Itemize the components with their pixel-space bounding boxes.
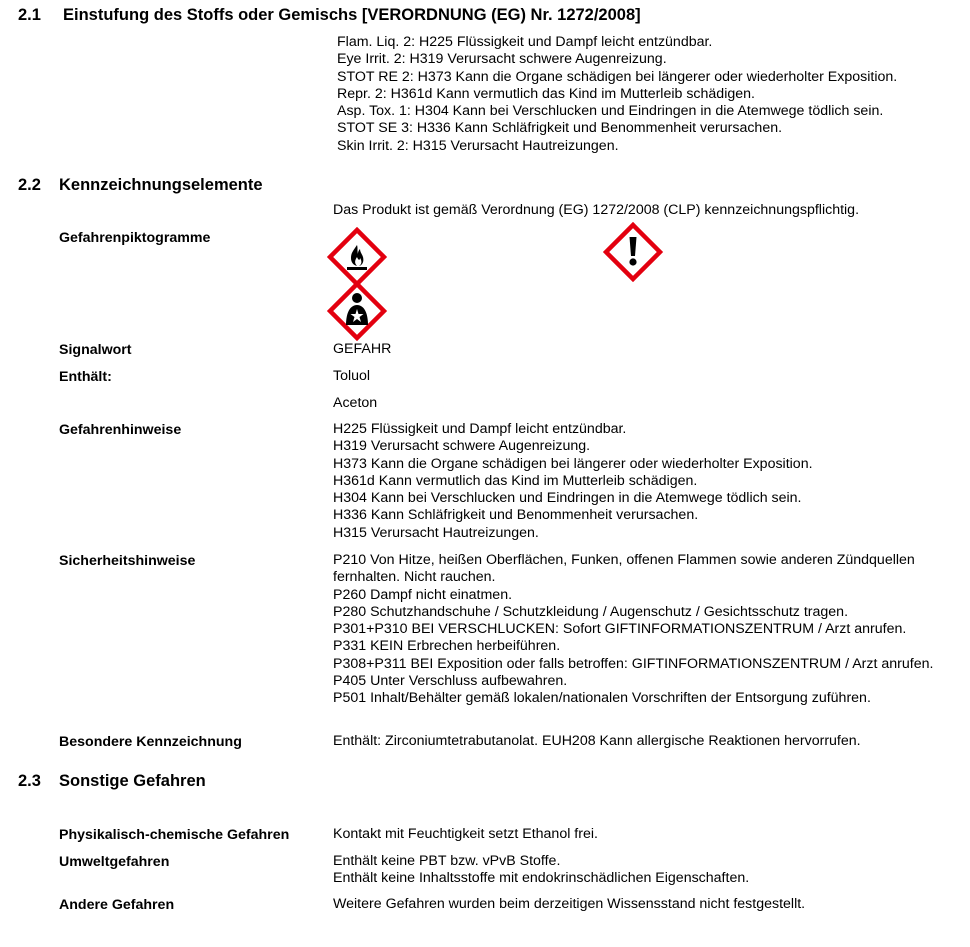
labelling-intro [333, 202, 859, 219]
hazard-statement: H225 Flüssigkeit und Dampf leicht entzündbar. [333, 421, 627, 437]
section-number-2-2: 2.2 [18, 176, 41, 194]
contains-text: Aceton [333, 395, 378, 411]
classification-line: STOT SE 3: H336 Kann Schläfrigkeit und Benommenheit verursachen. [337, 120, 783, 137]
pictograms-label: Gefahrenpiktogramme [59, 230, 211, 246]
physical-chemical-hazards-value [333, 826, 598, 843]
precautionary-statements-list [333, 552, 953, 708]
precautionary-statement: P280 Schutzhandschuhe / Schutzkleidung / Augenschutz / Gesichtsschutz tragen. [333, 603, 849, 620]
section-number-2-1: 2.1 [18, 6, 41, 24]
environmental-hazard-line: Enthält keine PBT bzw. vPvB Stoffe. [333, 853, 561, 869]
other-hazards-label: Andere Gefahren [59, 897, 175, 913]
other-hazards-text: Weitere Gefahren wurden beim derzeitigen Wissensstand nicht festgestellt. [333, 896, 806, 912]
classification-line: STOT RE 2: H373 Kann die Organe schädigen bei längerer oder wiederholter Exposition. [337, 68, 898, 85]
signal-word-text: GEFAHR [333, 341, 392, 357]
precautionary-statement: P405 Unter Verschluss aufbewahren. [333, 673, 568, 690]
precautionary-statement: P301+P310 BEI VERSCHLUCKEN: Sofort GIFTINFORMATIONSZENTRUM / Arzt anrufen. [333, 621, 907, 638]
section-title-2-2: Kennzeichnungselemente [59, 176, 263, 194]
other-hazards-value [333, 896, 805, 913]
classification-line: Eye Irrit. 2: H319 Verursacht schwere Augenreizung. [337, 51, 667, 68]
precautionary-statement: P501 Inhalt/Behälter gemäß lokalen/nationalen Vorschriften der Entsorgung zuführen. [333, 690, 871, 707]
contains-text: Toluol [333, 368, 371, 384]
exclamation-pictogram-icon [603, 222, 663, 282]
hazard-statements-list [333, 421, 813, 542]
section-title-2-3: Sonstige Gefahren [59, 772, 206, 790]
hazard-statement: H336 Kann Schläfrigkeit und Benommenheit verursachen. [333, 507, 699, 524]
contains-value-2 [333, 395, 377, 412]
section-title-2-1: Einstufung des Stoffs oder Gemischs [VERORDNUNG (EG) Nr. 1272/2008] [63, 6, 641, 24]
classification-list [337, 34, 897, 155]
classification-line: Asp. Tox. 1: H304 Kann bei Verschlucken und Eindringen in die Atemwege tödlich sein. [337, 103, 884, 120]
special-labelling-text: Enthält: Zirconiumtetrabutanolat. EUH208 Kann allergische Reaktionen hervorrufen. [333, 733, 861, 749]
physical-chemical-hazards-text: Kontakt mit Feuchtigkeit setzt Ethanol frei. [333, 826, 598, 842]
precautionary-statements-label: Sicherheitshinweise [59, 553, 196, 569]
environmental-hazards-label: Umweltgefahren [59, 854, 170, 870]
signal-word-label: Signalwort [59, 342, 132, 358]
precautionary-statement: P210 Von Hitze, heißen Oberflächen, Funken, offenen Flammen sowie anderen Zündquellen fernhalten. Nicht rauchen. [333, 552, 915, 586]
classification-line: Flam. Liq. 2: H225 Flüssigkeit und Dampf leicht entzündbar. [337, 34, 713, 50]
precautionary-statement: P308+P311 BEI Exposition oder falls betroffen: GIFTINFORMATIONSZENTRUM / Arzt anrufen. [333, 655, 934, 672]
hazard-statement: H373 Kann die Organe schädigen bei längerer oder wiederholter Exposition. [333, 455, 813, 472]
hazard-statements-label: Gefahrenhinweise [59, 422, 182, 438]
flame-pictogram-icon [327, 227, 387, 287]
hazard-statement: H315 Verursacht Hautreizungen. [333, 524, 539, 541]
hazard-statement: H319 Verursacht schwere Augenreizung. [333, 438, 591, 455]
special-labelling-label: Besondere Kennzeichnung [59, 734, 242, 750]
hazard-statement: H304 Kann bei Verschlucken und Eindringen in die Atemwege tödlich sein. [333, 490, 802, 507]
health-hazard-pictogram-icon [327, 281, 387, 341]
physical-chemical-hazards-label: Physikalisch-chemische Gefahren [59, 827, 290, 843]
environmental-hazards-list [333, 853, 749, 888]
classification-line: Skin Irrit. 2: H315 Verursacht Hautreizungen. [337, 137, 619, 154]
classification-line: Repr. 2: H361d Kann vermutlich das Kind im Mutterleib schädigen. [337, 85, 755, 102]
contains-value-1 [333, 368, 370, 385]
special-labelling-value [333, 733, 861, 750]
labelling-intro-text: Das Produkt ist gemäß Verordnung (EG) 1272/2008 (CLP) kennzeichnungspflichtig. [333, 202, 860, 218]
precautionary-statement: P260 Dampf nicht einatmen. [333, 586, 513, 603]
contains-label: Enthält: [59, 369, 112, 385]
hazard-statement: H361d Kann vermutlich das Kind im Mutterleib schädigen. [333, 472, 698, 489]
environmental-hazard-line: Enthält keine Inhaltsstoffe mit endokrinschädlichen Eigenschaften. [333, 870, 750, 887]
precautionary-statement: P331 KEIN Erbrechen herbeiführen. [333, 638, 561, 655]
signal-word-value [333, 341, 391, 358]
section-number-2-3: 2.3 [18, 772, 41, 790]
